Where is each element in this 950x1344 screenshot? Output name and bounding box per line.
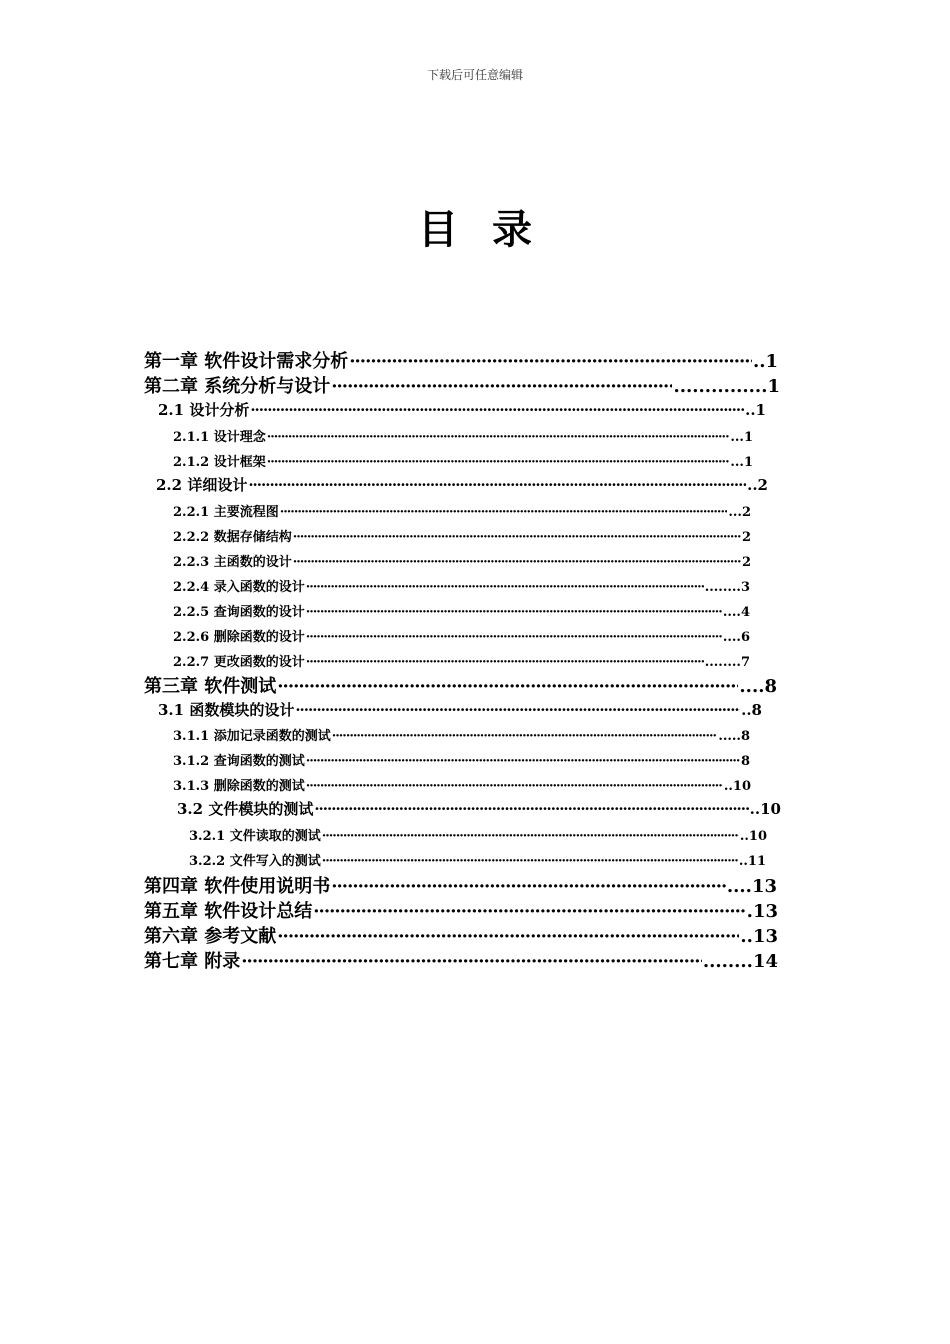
toc-leader — [277, 926, 739, 947]
toc-entry-page: ...1 — [730, 430, 753, 445]
toc-entry[interactable] — [173, 651, 750, 670]
toc-entry-label: 2.2.6 删除函数的设计 — [173, 630, 305, 645]
toc-entry-page: .13 — [746, 901, 778, 922]
toc-entry[interactable] — [173, 426, 753, 445]
toc-entry-label: 第五章 软件设计总结 — [144, 901, 313, 922]
toc-leader — [293, 530, 741, 545]
toc-entry-page: ...2 — [728, 505, 751, 520]
toc-entry[interactable] — [173, 626, 750, 645]
toc-entry-label: 2.2.1 主要流程图 — [173, 505, 279, 520]
toc-entry-page: ...............1 — [673, 376, 780, 397]
toc-entry-page: ..11 — [738, 854, 766, 869]
toc-entry-page: ..13 — [740, 926, 778, 947]
page-header: 下载后可任意编辑 — [426, 68, 523, 82]
toc-entry-page: ....13 — [726, 876, 777, 897]
toc-entry[interactable] — [144, 947, 778, 973]
toc-entry[interactable] — [173, 750, 750, 769]
toc-entry[interactable] — [144, 897, 778, 923]
toc-leader — [267, 455, 730, 470]
toc-leader — [313, 901, 745, 922]
toc-entry[interactable] — [189, 850, 766, 869]
toc-entry-label: 3.2 文件模块的测试 — [177, 800, 314, 818]
toc-leader — [306, 580, 704, 595]
toc-leader — [306, 754, 740, 769]
toc-entry[interactable] — [144, 672, 777, 698]
toc-entry-label: 2.2.4 录入函数的设计 — [173, 580, 305, 595]
title-char-left: 目 — [418, 206, 458, 253]
toc-entry[interactable] — [173, 775, 751, 794]
toc-entry-label: 第三章 软件测试 — [144, 676, 277, 697]
toc-leader — [267, 430, 730, 445]
toc-entry[interactable] — [144, 922, 778, 948]
toc-leader — [332, 729, 718, 744]
toc-leader — [293, 555, 741, 570]
toc-entry[interactable] — [173, 451, 753, 470]
toc-entry-page: 8 — [740, 754, 750, 769]
title-char-right: 录 — [492, 206, 532, 253]
toc-entry-page: ....6 — [722, 630, 750, 645]
toc-entry[interactable] — [158, 399, 766, 420]
toc-entry-page: 2 — [741, 555, 751, 570]
toc-entry[interactable] — [144, 872, 777, 898]
toc-entry-label: 2.1.2 设计框架 — [173, 455, 266, 470]
page-title — [0, 198, 950, 255]
toc-entry-label: 2.1.1 设计理念 — [173, 430, 266, 445]
toc-leader — [248, 476, 746, 494]
toc-leader — [280, 505, 728, 520]
toc-leader — [306, 605, 722, 620]
toc-leader — [295, 701, 740, 719]
toc-entry-page: ..1 — [745, 401, 766, 419]
toc-leader — [314, 800, 748, 818]
toc-entry-label: 3.1.3 删除函数的测试 — [173, 779, 305, 794]
toc-entry[interactable] — [177, 798, 781, 819]
toc-entry-label: 2.2.7 更改函数的设计 — [173, 655, 305, 670]
toc-entry[interactable] — [173, 725, 750, 744]
toc-entry[interactable] — [144, 347, 778, 373]
toc-entry-page: .....8 — [718, 729, 750, 744]
toc-entry-label: 2.2.3 主函数的设计 — [173, 555, 292, 570]
toc-leader — [331, 376, 672, 397]
toc-leader — [322, 829, 739, 844]
toc-entry-label: 3.2.2 文件写入的测试 — [189, 854, 321, 869]
toc-entry-label: 3.1.2 查询函数的测试 — [173, 754, 305, 769]
toc-entry-label: 2.2.5 查询函数的设计 — [173, 605, 305, 620]
toc-entry-page: ..1 — [752, 351, 778, 372]
toc-entry-page: ..2 — [747, 476, 768, 494]
toc-entry-label: 2.2.2 数据存储结构 — [173, 530, 292, 545]
toc-entry-page: ..8 — [741, 701, 762, 719]
toc-leader — [331, 876, 726, 897]
toc-entry-label: 第四章 软件使用说明书 — [144, 876, 331, 897]
toc-leader — [241, 951, 702, 972]
toc-entry-label: 3.1.1 添加记录函数的测试 — [173, 729, 331, 744]
toc-entry[interactable] — [156, 474, 768, 495]
toc-leader — [349, 351, 752, 372]
toc-entry-page: ........3 — [704, 580, 750, 595]
toc-entry-page: ..10 — [739, 829, 767, 844]
toc-entry-page: ....8 — [739, 676, 777, 697]
toc-entry-page: ....4 — [722, 605, 750, 620]
toc-entry[interactable] — [173, 576, 750, 595]
toc-entry-page: ........14 — [702, 951, 778, 972]
toc-entry[interactable] — [173, 601, 750, 620]
toc-leader — [250, 401, 744, 419]
toc-entry-label: 3.1 函数模块的设计 — [158, 701, 295, 719]
toc-entry[interactable] — [189, 825, 767, 844]
toc-leader — [277, 676, 738, 697]
toc-leader — [306, 779, 723, 794]
toc-entry-label: 2.2 详细设计 — [156, 476, 248, 494]
toc-entry-page: ........7 — [704, 655, 750, 670]
toc-entry-label: 3.2.1 文件读取的测试 — [189, 829, 321, 844]
toc-entry-label: 第二章 系统分析与设计 — [144, 376, 331, 397]
toc-entry-label: 第六章 参考文献 — [144, 926, 277, 947]
toc-entry-page: 2 — [741, 530, 751, 545]
toc-leader — [306, 655, 704, 670]
toc-leader — [322, 854, 738, 869]
toc-leader — [306, 630, 722, 645]
toc-entry[interactable] — [158, 699, 762, 720]
toc-entry-page: ...1 — [730, 455, 753, 470]
toc-entry-label: 第七章 附录 — [144, 951, 241, 972]
toc-entry[interactable] — [144, 372, 780, 398]
toc-entry-page: ..10 — [749, 800, 781, 818]
toc-entry[interactable] — [173, 551, 751, 570]
toc-entry[interactable] — [173, 501, 751, 520]
toc-entry-page: ..10 — [723, 779, 751, 794]
toc-entry[interactable] — [173, 526, 751, 545]
toc-entry-label: 2.1 设计分析 — [158, 401, 250, 419]
toc-entry-label: 第一章 软件设计需求分析 — [144, 351, 349, 372]
